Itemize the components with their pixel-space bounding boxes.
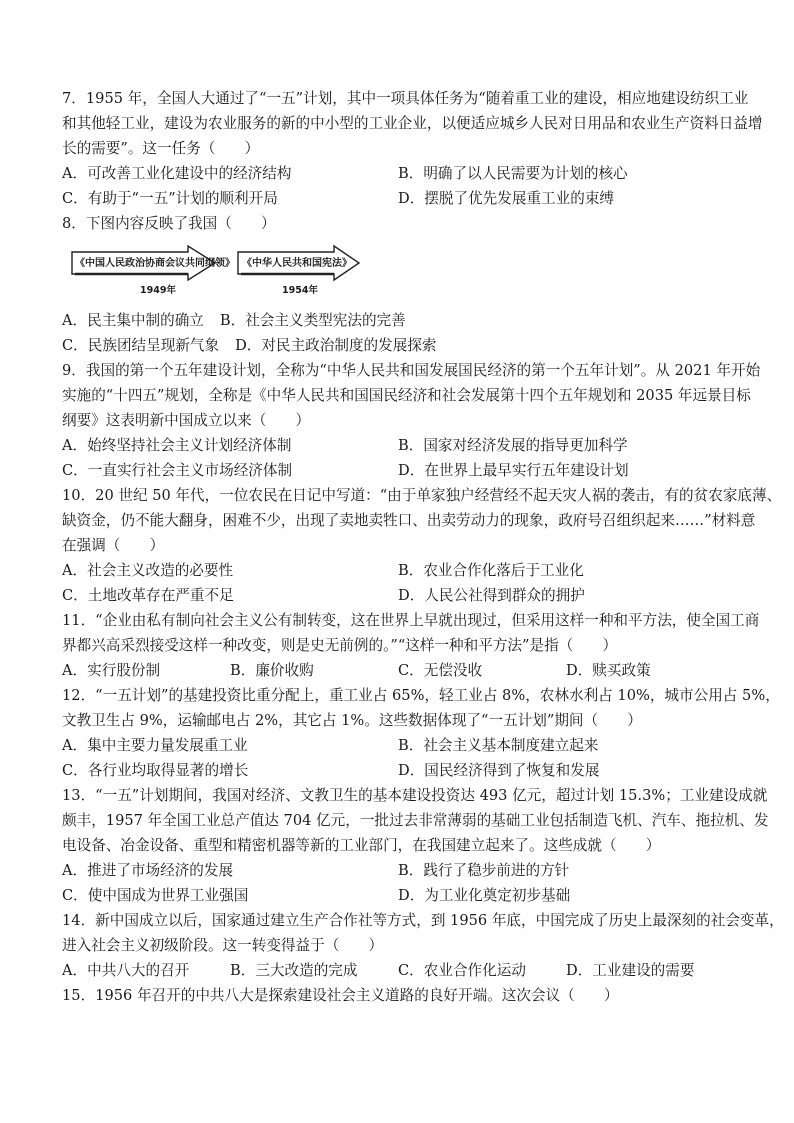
options-row <box>62 758 734 783</box>
option-a[interactable]: A．社会主义改造的必要性 <box>62 562 234 579</box>
option-a[interactable]: A．推进了市场经济的发展 <box>62 862 234 879</box>
options-row <box>62 186 734 211</box>
question-text-line: 界都兴高采烈接受这样一种改变，则是史无前例的。”“这样一种和平方法”是指（ ） <box>62 637 618 654</box>
question-text-line: 7．1955 年，全国人大通过了“一五”计划，其中一项具体任务为“随着重工业的建设，相应地建设纺织工业 <box>62 90 749 107</box>
question-text-line: 11．“企业由私有制向社会主义公有制转变，这在世界上早就出现过，但采用这样一种和平方法，使全国工商 <box>62 612 760 629</box>
question-text-line: 14．新中国成立以后，国家通过建立生产合作社等方式，到 1956 年底，中国完成了历史上最深刻的社会变革， <box>62 912 784 929</box>
figure-timeline-arrows <box>62 240 734 306</box>
option-c[interactable]: C．无偿没收 <box>398 662 483 679</box>
question-text-line: 13．“一五”计划期间，我国对经济、文教卫生的基本建设投资达 493 亿元，超过计划 15.3%；工业建设成就 <box>62 787 768 804</box>
question-text-line: 文教卫生占 9%，运输邮电占 2%，其它占 1%。这些数据体现了“一五计划”期间（ ） <box>62 712 642 729</box>
option-d[interactable]: D．摆脱了优先发展重工业的束缚 <box>398 190 615 207</box>
question-text-line: 缺资金，仍不能大翻身，困难不少，出现了卖地卖牲口、出卖劳动力的现象，政府号召组织起来……”材料意 <box>62 512 756 529</box>
options-row <box>62 308 734 333</box>
option-d[interactable]: D．人民公社得到群众的拥护 <box>398 587 585 604</box>
option-b[interactable]: B．社会主义类型宪法的完善 <box>219 312 406 329</box>
option-b[interactable]: B．三大改造的完成 <box>230 962 358 979</box>
option-d[interactable]: D．为工业化奠定初步基础 <box>398 887 571 904</box>
option-b[interactable]: B．农业合作化落后于工业化 <box>398 562 584 579</box>
question-text-line: 实施的“十四五”规划，全称是《中华人民共和国国民经济和社会发展第十四个五年规划和 2035 年远景目标 <box>62 387 751 404</box>
question-14 <box>62 908 784 983</box>
option-b[interactable]: B．践行了稳步前进的方针 <box>398 862 570 879</box>
option-d[interactable]: D．国民经济得到了恢复和发展 <box>398 762 600 779</box>
options-row <box>62 583 734 608</box>
question-text-line: 12．“一五计划”的基建投资比重分配上，重工业占 65%，轻工业占 8%，农林水利占 10%，城市公用占 5%， <box>62 687 780 704</box>
question-text-line: 和其他轻工业，建设为农业服务的新的中小型的工业企业，以便适应城乡人民对日用品和农业生产资料日益增 <box>62 115 763 132</box>
question-15 <box>62 983 734 1008</box>
option-a[interactable]: A．可改善工业化建设中的经济结构 <box>62 165 292 182</box>
options-row <box>62 958 734 983</box>
options-row <box>62 733 734 758</box>
options-row <box>62 858 734 883</box>
question-12 <box>62 683 780 783</box>
options-row <box>62 883 734 908</box>
question-text-line: 进入社会主义初级阶段。这一转变得益于（ ） <box>62 937 384 954</box>
option-c[interactable]: C．各行业均取得显著的增长 <box>62 762 249 779</box>
option-c[interactable]: C．农业合作化运动 <box>398 962 526 979</box>
question-text-line: 9．我国的第一个五年建设计划，全称为“中华人民共和国发展国民经济的第一个五年计划”。从 2021 年开始 <box>62 362 761 379</box>
option-a[interactable]: A．始终坚持社会主义计划经济体制 <box>62 437 292 454</box>
option-b[interactable]: B．明确了以人民需要为计划的核心 <box>398 165 628 182</box>
option-d[interactable]: D．赎买政策 <box>566 662 651 679</box>
arrow-year-2: 1954年 <box>282 285 318 296</box>
question-8 <box>62 211 734 358</box>
options-row <box>62 558 734 583</box>
option-c[interactable]: C．土地改革存在严重不足 <box>62 587 234 604</box>
question-text-line: 颇丰，1957 年全国工业总产值达 704 亿元，一批过去非常薄弱的基础工业包括制造飞机、汽车、拖拉机、发 <box>62 812 769 829</box>
options-row <box>62 458 734 483</box>
question-text-line: 10．20 世纪 50 年代，一位农民在日记中写道：“由于单家独户经营经不起天灾人祸的袭击，有的贫农家底薄、 <box>62 487 782 504</box>
question-7 <box>62 86 763 211</box>
option-c[interactable]: C．有助于“一五”计划的顺利开局 <box>62 190 278 207</box>
question-text-line: 电设备、冶金设备、重型和精密机器等新的工业部门，在我国建立起来了。这些成就（ ） <box>62 837 661 854</box>
arrow-label-2: 《中华人民共和国宪法》 <box>242 258 352 269</box>
options-row <box>62 433 734 458</box>
options-row <box>62 161 734 186</box>
option-c[interactable]: C．使中国成为世界工业强国 <box>62 887 249 904</box>
question-text-line: 8．下图内容反映了我国（ ） <box>62 215 276 232</box>
question-text-line: 在强调（ ） <box>62 537 165 554</box>
question-text-line: 15．1956 年召开的中共八大是探索建设社会主义道路的良好开端。这次会议（ ） <box>62 987 619 1004</box>
options-row <box>62 333 734 358</box>
option-c[interactable]: C．一直实行社会主义市场经济体制 <box>62 462 293 479</box>
option-a[interactable]: A．中共八大的召开 <box>62 962 190 979</box>
option-b[interactable]: B．廉价收购 <box>230 662 314 679</box>
question-text-line: 长的需要”。这一任务（ ） <box>62 140 260 157</box>
option-c[interactable]: C．民族团结呈现新气象 <box>62 337 220 354</box>
options-row <box>62 658 734 683</box>
question-9 <box>62 358 761 483</box>
option-d[interactable]: D．对民主政治制度的发展探索 <box>235 337 437 354</box>
arrow-label-1: 《中国人民政治协商会议共同纲领》 <box>75 258 235 269</box>
option-b[interactable]: B．国家对经济发展的指导更加科学 <box>398 437 628 454</box>
option-d[interactable]: D．在世界上最早实行五年建设计划 <box>398 462 629 479</box>
option-d[interactable]: D．工业建设的需要 <box>566 962 695 979</box>
arrow-year-1: 1949年 <box>140 285 176 296</box>
question-11 <box>62 608 760 683</box>
option-a[interactable]: A．民主集中制的确立 <box>62 312 204 329</box>
question-13 <box>62 783 769 908</box>
option-a[interactable]: A．实行股份制 <box>62 662 161 679</box>
option-a[interactable]: A．集中主要力量发展重工业 <box>62 737 248 754</box>
question-10 <box>62 483 782 608</box>
option-b[interactable]: B．社会主义基本制度建立起来 <box>398 737 599 754</box>
question-text-line: 纲要》这表明新中国成立以来（ ） <box>62 412 311 429</box>
